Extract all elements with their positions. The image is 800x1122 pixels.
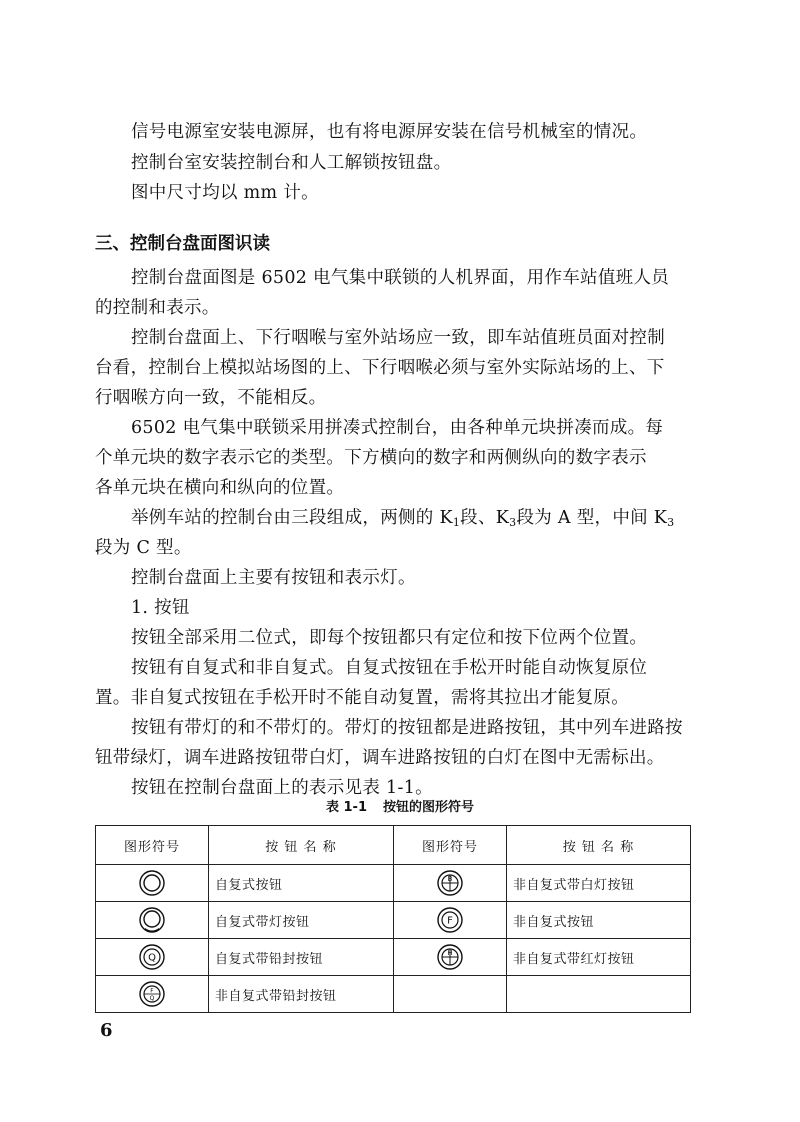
section-heading: 三、控制台盘面图识读 [95,234,270,254]
table-row [96,902,691,939]
column-header: 按 钮 名 称 [209,826,394,865]
paragraph-line: 图中尺寸均以 mm 计。 [131,183,319,203]
button-name-cell: 自复式按钮 [209,865,394,902]
icon-letter: F [150,987,154,995]
paragraph-line [131,506,729,531]
paragraph-line: 各单元块在横向和纵向的位置。 [95,478,345,498]
paragraph-line: 按钮全部采用二位式，即每个按钮都只有定位和按下位两个位置。 [131,628,648,648]
column-header: 按 钮 名 称 [507,826,691,865]
subsection-heading: 1. 按钮 [131,598,190,618]
table-row [96,865,691,902]
paragraph-line: 段为 C 型。 [95,538,192,558]
icon-letter: Q [149,995,155,1002]
button-name-cell: 非自复式按钮 [507,902,691,939]
circle-q-icon [138,943,166,971]
symbol-table [95,825,691,1013]
subscript: 3 [667,516,675,529]
button-name-cell [507,976,691,1013]
text-run: 段为 A 型，中间 K [516,508,668,528]
icon-letter: Q [148,952,156,964]
paragraph-line: 行咽喉方向一致，不能相反。 [95,388,327,408]
paragraph-line: 按钮有带灯的和不带灯的。带灯的按钮都是进路按钮，其中列车进路按 [131,718,683,738]
circle-h-crosshair-icon [436,943,464,971]
paragraph-line: 控制台盘面图是 6502 电气集中联锁的人机界面，用作车站值班人员 [131,268,670,288]
button-name-cell: 非自复式带红灯按钮 [507,939,691,976]
paragraph-line: 控制台室安装控制台和人工解锁按钮盘。 [131,153,452,173]
paragraph-line: 信号电源室安装电源屏，也有将电源屏安装在信号机械室的情况。 [131,122,648,142]
button-name-cell: 自复式带灯按钮 [209,902,394,939]
table-caption [0,796,800,815]
table-header-row [96,826,691,865]
paragraph-line: 按钮有自复式和非自复式。自复式按钮在手松开时能自动恢复原位 [131,658,648,678]
paragraph-line: 6502 电气集中联锁采用拼凑式控制台，由各种单元块拼凑而成。每 [131,418,664,438]
empty-cell [394,976,507,1013]
column-header: 图形符号 [96,826,209,865]
table-row [96,976,691,1013]
circle-f-icon [436,906,464,934]
icon-letter: F [447,915,453,927]
circle-fq-icon [138,980,166,1008]
icon-letter: B [447,875,453,883]
table-row [96,939,691,976]
paragraph-line: 置。非自复式按钮在手松开时不能自动复置，需将其拉出才能复原。 [95,688,629,708]
icon-letter: H [447,949,453,957]
paragraph-line: 台看，控制台上模拟站场图的上、下行咽喉必须与室外实际站场的上、下 [95,358,665,378]
page-number: 6 [100,1020,113,1041]
paragraph-line: 控制台盘面上、下行咽喉与室外站场应一致，即车站值班员面对控制 [131,328,665,348]
column-header: 图形符号 [394,826,507,865]
table-number: 表 1-1 [325,800,367,815]
text-run: 段、K [460,508,510,528]
table-title: 按钮的图形符号 [383,800,475,815]
paragraph-line: 控制台盘面上主要有按钮和表示灯。 [131,568,416,588]
paragraph-line: 钮带绿灯，调车进路按钮带白灯，调车进路按钮的白灯在图中无需标出。 [95,748,665,768]
paragraph-line: 按钮在控制台盘面上的表示见表 1-1。 [131,778,433,798]
circle-with-lamp-icon [138,906,166,934]
double-circle-icon [138,869,166,897]
button-name-cell: 自复式带铅封按钮 [209,939,394,976]
button-name-cell: 非自复式带白灯按钮 [507,865,691,902]
paragraph-line: 个单元块的数字表示它的类型。下方横向的数字和两侧纵向的数字表示 [95,448,647,468]
subscript: 1 [452,516,461,529]
subscript: 3 [509,516,517,529]
circle-b-crosshair-icon [436,869,464,897]
text-run: 举例车站的控制台由三段组成，两侧的 K [131,508,453,528]
paragraph-line: 的控制和表示。 [95,298,220,318]
button-name-cell: 非自复式带铅封按钮 [209,976,394,1013]
